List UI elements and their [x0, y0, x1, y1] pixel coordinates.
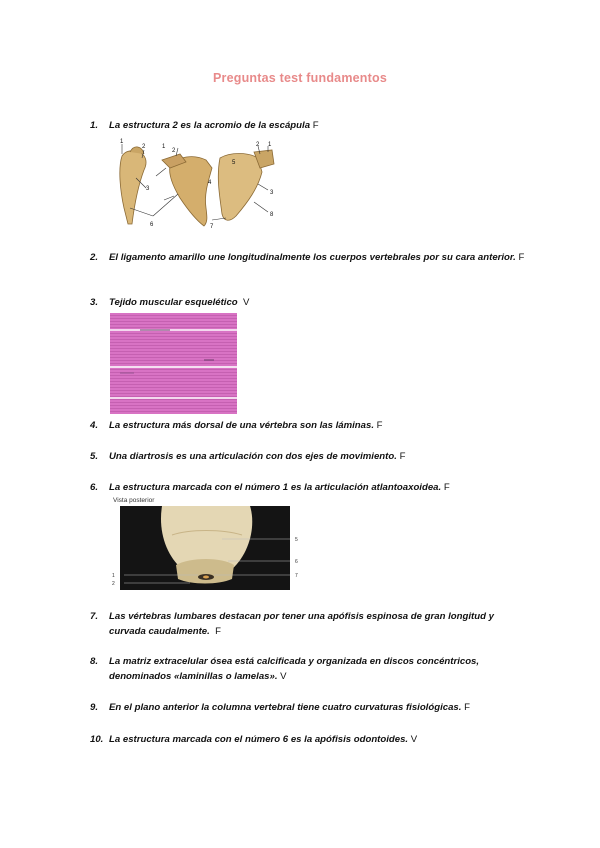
question-statement: La estructura más dorsal de una vértebra son las láminas.: [109, 420, 374, 431]
question-2: [90, 250, 530, 265]
skull-label: 7: [295, 573, 298, 579]
scapula-label: 4: [208, 180, 212, 186]
page-title: Preguntas test fundamentos: [213, 71, 387, 85]
question-9: [90, 700, 530, 715]
question-number: 10.: [90, 734, 104, 745]
scapula-figure: [108, 138, 286, 230]
skull-label: 2: [112, 581, 115, 587]
question-1: [90, 118, 530, 133]
question-statement: Tejido muscular esquelético: [109, 297, 238, 308]
question-answer: F: [312, 120, 319, 131]
question-answer: V: [243, 297, 250, 308]
question-7: [90, 609, 530, 639]
question-answer: F: [215, 626, 221, 637]
question-answer: F: [399, 451, 406, 462]
question-statement: La estructura marcada con el número 6 es la apófisis odontoides.: [109, 734, 409, 745]
question-3: [90, 295, 530, 310]
scapula-label: 1: [162, 144, 166, 150]
question-5: [90, 449, 530, 464]
question-10: [90, 732, 530, 747]
question-number: 1.: [90, 120, 99, 131]
question-statement: En el plano anterior la columna vertebral tiene cuatro curvaturas fisiológicas.: [109, 702, 462, 713]
question-statement: La estructura 2 es la acromio de la escápula: [109, 120, 311, 131]
question-statement: Una diartrosis es una articulación con dos ejes de movimiento.: [109, 451, 397, 462]
question-statement: La estructura marcada con el número 1 es la articulación atlantoaxoidea.: [109, 482, 442, 493]
skull-label: 6: [295, 559, 298, 565]
scapula-label: 2: [172, 148, 176, 154]
scapula-label: 2: [142, 144, 146, 150]
question-answer: F: [518, 252, 525, 263]
question-statement: Las vértebras lumbares destacan por tener una apófisis espinosa de gran longitud y curvada caudalmente.: [109, 611, 494, 637]
question-answer: F: [464, 702, 470, 713]
question-number: 6.: [90, 482, 99, 493]
scapula-label: 5: [232, 160, 236, 166]
muscle-tissue-figure: [110, 313, 237, 414]
question-answer: V: [280, 671, 287, 682]
scapula-label: 1: [268, 142, 272, 148]
skull-label: 1: [112, 573, 115, 579]
question-answer: F: [376, 420, 383, 431]
scapula-label: 3: [146, 186, 150, 192]
question-4: [90, 418, 530, 433]
scapula-label: 7: [210, 224, 214, 230]
question-answer: V: [410, 734, 418, 745]
scapula-label: 3: [270, 190, 274, 196]
question-number: 2.: [90, 252, 99, 263]
question-8: [90, 654, 530, 684]
question-number: 5.: [90, 451, 99, 462]
question-number: 3.: [90, 297, 99, 308]
skull-caption: Vista posterior: [113, 497, 155, 504]
scapula-label: 6: [150, 222, 154, 228]
question-number: 4.: [90, 420, 99, 431]
question-statement: La matriz extracelular ósea está calcificada y organizada en discos concéntricos, denominados «laminillas o lamelas».: [109, 656, 480, 682]
skull-label: 5: [295, 537, 298, 543]
skull-figure: [110, 495, 305, 590]
question-answer: F: [443, 482, 450, 493]
scapula-label: 2: [256, 142, 260, 148]
question-number: 7.: [90, 611, 99, 622]
scapula-label: 1: [120, 139, 124, 145]
question-number: 8.: [90, 656, 99, 667]
question-number: 9.: [90, 702, 99, 713]
question-statement: El ligamento amarillo une longitudinalmente los cuerpos vertebrales por su cara anterior.: [109, 252, 516, 263]
scapula-label: 8: [270, 212, 274, 218]
question-6: [90, 480, 530, 495]
